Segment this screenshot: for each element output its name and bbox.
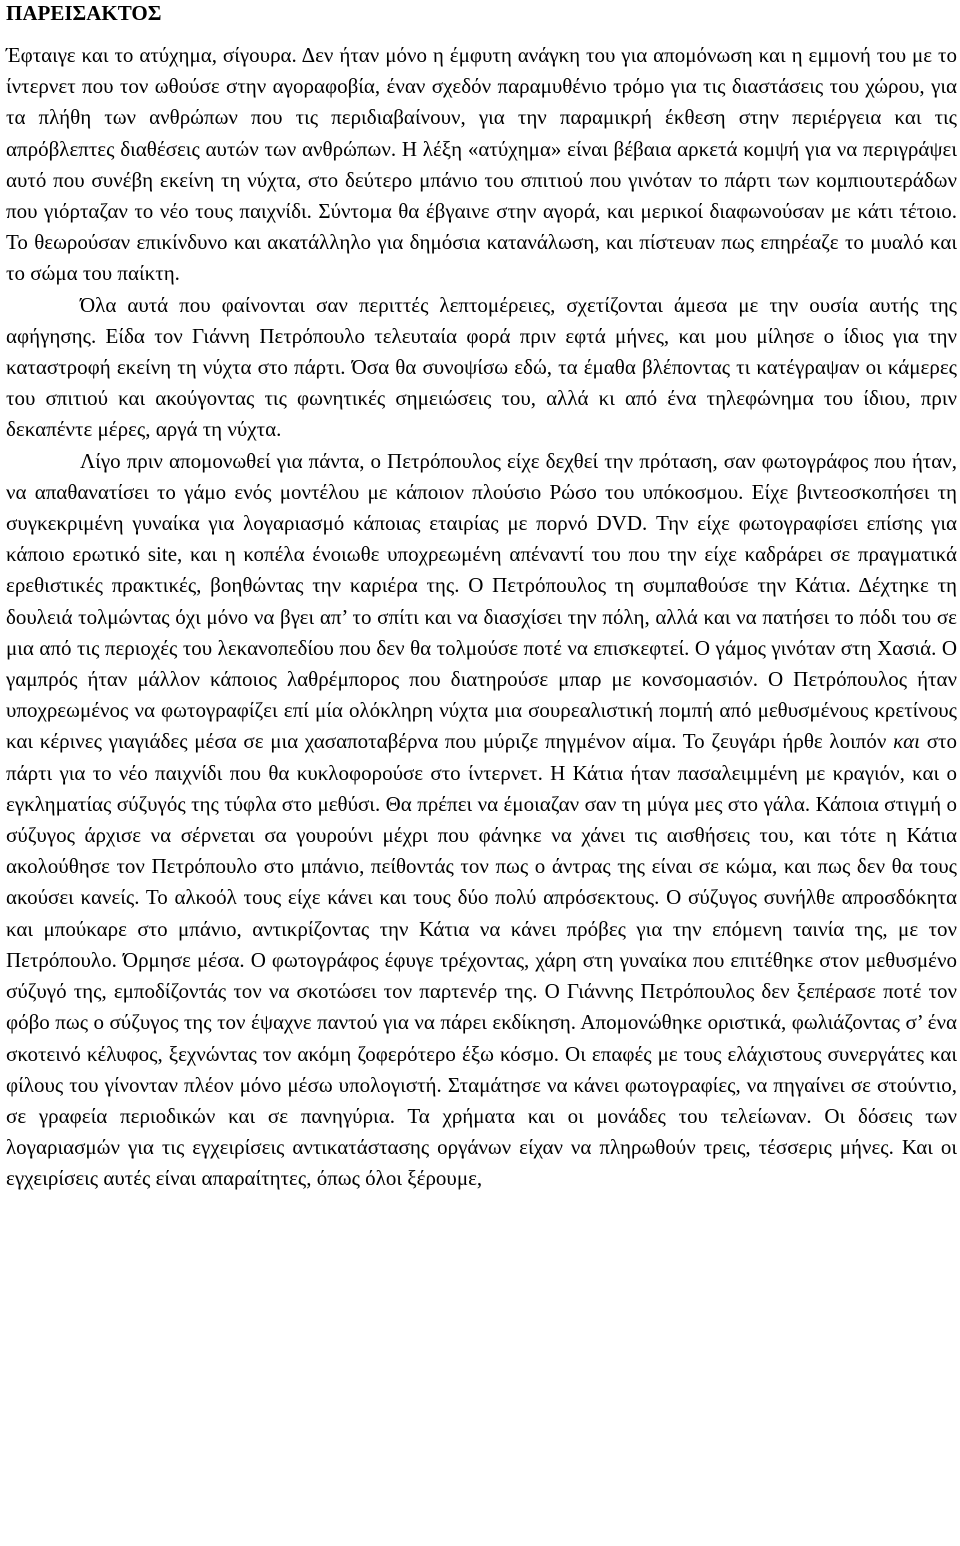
paragraph-2: Όλα αυτά που φαίνονται σαν περιττές λεπτομέρειες, σχετίζονται άμεσα με την ουσία αυτής της αφήγησης. Είδα τον Γιάννη Πετρόπουλο τελευταία φορά πριν εφτά μήνες, και μου μίλησε ο ίδιος για την καταστροφή εκείνη τη νύχτα στο πάρτι. Όσα θα συνοψίσω εδώ, τα έμαθα βλέποντας τι κατέγραψαν οι κάμερες του σπιτιού και ακούγοντας τις φωνητικές σημειώσεις του, αλλά κι από ένα τηλεφώνημα του ίδιου, πριν δεκαπέντε μέρες, αργά τη νύχτα. [6,292,957,442]
paragraph-3 [6,446,957,1195]
paragraph-3-italic-word: και [893,729,921,754]
paragraph-1: Έφταιγε και το ατύχημα, σίγουρα. Δεν ήταν μόνο η έμφυτη ανάγκη του για απομόνωση και η εμμονή του με το ίντερνετ που τον ωθούσε στην αγοραφοβία, έναν σχεδόν παραμυθένιο τρόμο για τις διαστάσεις του χώρου, για τα πλήθη των ανθρώπων που τις περιδιαβαίνουν, για την παραμικρή έκθεση στην περιέργεια και τις απρόβλεπτες διαθέσεις αυτών των ανθρώπων. Η λέξη «ατύχημα» είναι βέβαια αρκετά κομψή για να περιγράψει αυτό που συνέβη εκείνη τη νύχτα, στο δεύτερο μπάνιο του σπιτιού που γινόταν το πάρτι των κομπιουτεράδων που γιόρταζαν το νέο τους παιχνίδι. Σύντομα θα έβγαινε στην αγορά, και μερικοί διαφωνούσαν με κάτι τέτοιο. Το θεωρούσαν επικίνδυνο και ακατάλληλο για δημόσια κατανάλωση, και πίστευαν πως επηρέαζε το μυαλό και το σώμα του παίκτη. [6,43,957,286]
paragraph-3-text-before: Λίγο πριν απομονωθεί για πάντα, ο Πετρόπουλος είχε δεχθεί την πρόταση, σαν φωτογράφος που ήταν, να απαθανατίσει το γάμο ενός μοντέλου με κάποιον πλούσιο Ρώσο του υπόκοσμου. Είχε βιντεοσκοπήσει τη συγκεκριμένη γυναίκα για λογαριασμό κάποιας εταιρίας με πορνό DVD. Την είχε φωτογραφίσει επίσης για κάποιο ερωτικό site, και η κοπέλα ένοιωθε υποχρεωμένη απέναντί του που την είχε καδράρει σε πραγματικά ερεθιστικές πρακτικές, βοηθώντας την καριέρα της. Ο Πετρόπουλος τη συμπαθούσε την Κάτια. Δέχτηκε τη δουλειά τολμώντας όχι μόνο να βγει απ’ το σπίτι και να διασχίσει την πόλη, αλλά και να πατήσει το πόδι του σε μια από τις περιοχές του λεκανοπεδίου που δεν θα τολμούσε ποτέ να επισκεφτεί. Ο γάμος γινόταν στη Χασιά. Ο γαμπρός ήταν μάλλον κάποιος λαθρέμπορος που διατηρούσε μπαρ με κονσομασιόν. Ο Πετρόπουλος ήταν υποχρεωμένος να φωτογραφίζει επί μία ολόκληρη νύχτα μια σουρεαλιστική πομπή από μεθυσμένους κρετίνους και κέρινες γιαγιάδες μέσα σε μια χασαποταβέρνα που μύριζε πηγμένον αίμα. Το ζευγάρι ήρθε λοιπόν [6,448,957,754]
paragraph-3-text-after: στο πάρτι για το νέο παιχνίδι που θα κυκλοφορούσε στο ίντερνετ. Η Κάτια ήταν πασαλειμμένη με κραγιόν, και ο εγκληματίας σύζυγός της τύφλα στο μεθύσι. Θα πρέπει να έμοιαζαν σαν τη μύγα μες στο γάλα. Κάποια στιγμή ο σύζυγος άρχισε να σέρνεται σα γουρούνι μέχρι που φάνηκε να χάνει τις αισθήσεις του, και τότε η Κάτια ακολούθησε τον Πετρόπουλο στο μπάνιο, πείθοντάς τον πως ο άντρας της είναι σε κώμα, και πως δεν θα τους ακούσει κανείς. Το αλκοόλ τους είχε κάνει και τους δύο πολύ απρόσεκτους. Ο σύζυγος συνήλθε απροσδόκητα και μπούκαρε στο μπάνιο, αντικρίζοντας την Κάτια να κάνει πρόβες για την επόμενη ταινία της, με τον Πετρόπουλο. Όρμησε μέσα. Ο φωτογράφος έφυγε τρέχοντας, χάρη στη γυναίκα που επιτέθηκε στον μεθυσμένο σύζυγό της, εμποδίζοντάς τον να σκοτώσει τον παρτενέρ της. Ο Γιάννης Πετρόπουλος δεν ξεπέρασε ποτέ τον φόβο πως ο σύζυγος της τον έψαχνε παντού για να πάρει εκδίκηση. Απομονώθηκε οριστικά, φωλιάζοντας σ’ ένα σκοτεινό κέλυφος, ξεχνώντας τον ακόμη ζοφερότερο έξω κόσμο. Οι επαφές με τους ελάχιστους συνεργάτες και φίλους του γίνονταν πλέον μόνο μέσω υπολογιστή. Σταμάτησε να κάνει φωτογραφίες, να πηγαίνει σε στούντιο, σε γραφεία περιοδικών και σε πανηγύρια. Τα χρήματα και οι μονάδες του τελείωναν. Οι δόσεις των λογαριασμών για τις εγχειρίσεις αντικατάστασης οργάνων είχαν να πληρωθούν τρεις, τέσσερις μήνες. Και οι εγχειρίσεις αυτές είναι απαραίτητες, όπως όλοι ξέρουμε, [6,729,957,1191]
document-title: ΠΑΡΕΙΣΑΚΤΟΣ [6,1,162,25]
